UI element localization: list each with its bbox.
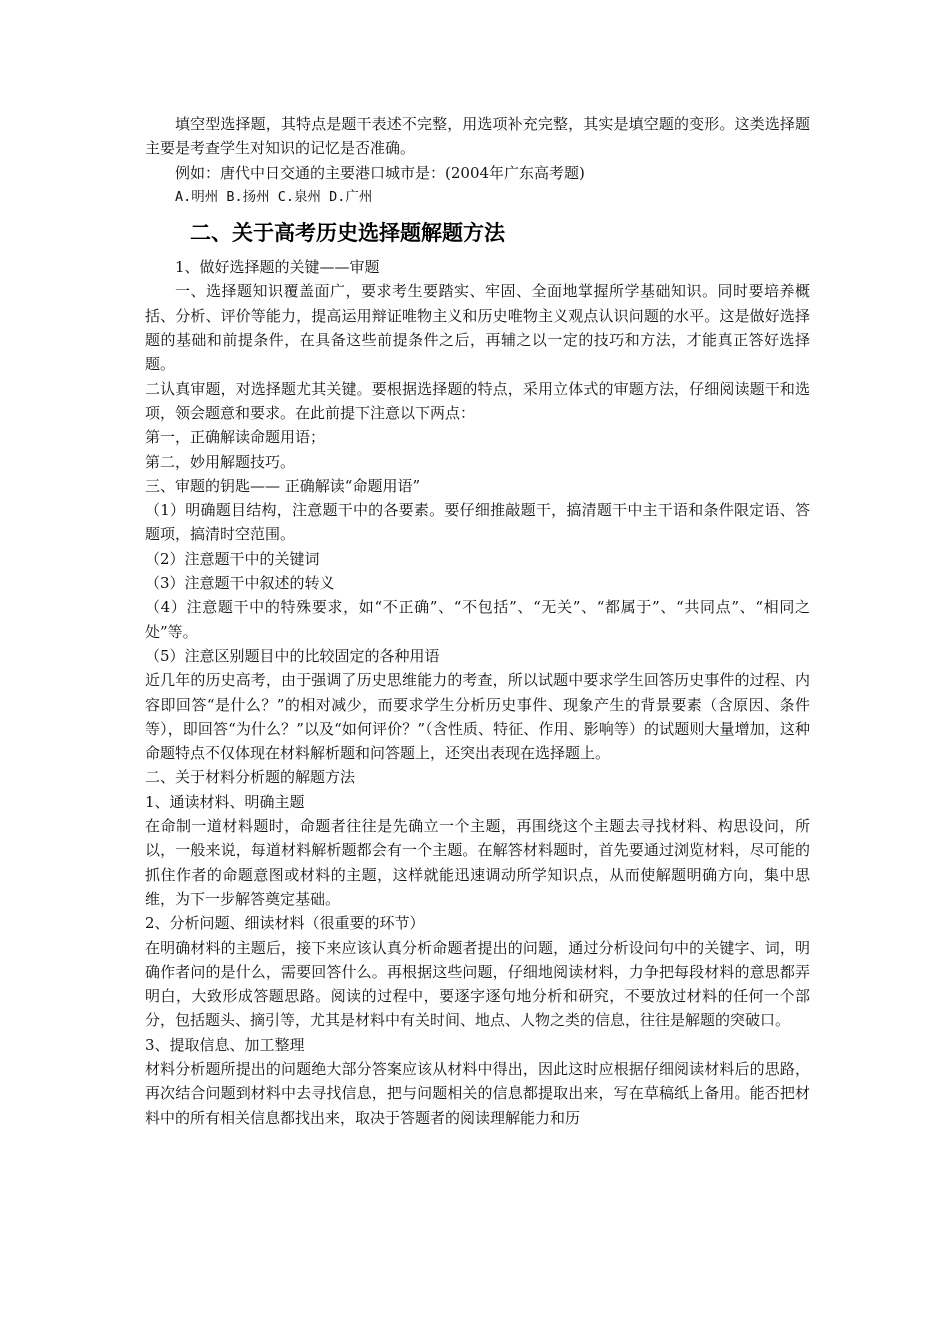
list-item: （4）注意题干中的特殊要求，如“不正确”、“不包括”、“无关”、“都属于”、“共同点”、“相同之处”等。: [145, 598, 810, 641]
trend-paragraph: 近几年的历史高考，由于强调了历史思维能力的考查，所以试题中要求学生回答历史事件的过程、内容即回答“是什么？”的相对减少，而要求学生分析历史事件、现象产生的背景要素（含原因、条件等），即回答“为什么？”以及“如何评价？”（含性质、特征、作用、影响等）的试题则大量增加，这种命题特点不仅体现在材料解析题和问答题上，还突出表现在选择题上。: [145, 671, 810, 763]
list-item: （5）注意区别题目中的比较固定的各种用语: [145, 646, 440, 665]
list-item: （1）明确题目结构，注意题干中的各要素。要仔细推敲题干，搞清题干中主干语和条件限定语、答题项，搞清时空范围。: [145, 501, 810, 544]
list-item: （2）注意题干中的关键词: [145, 549, 320, 568]
document-page: [145, 112, 810, 1130]
point-two: 第二，妙用解题技巧。: [145, 452, 296, 471]
step2-text: 在明确材料的主题后，接下来应该认真分析命题者提出的问题，通过分析设问句中的关键字、词，明确作者问的是什么，需要回答什么。再根据这些问题，仔细地阅读材料，力争把每段材料的意思都弄明白，大致形成答题思路。阅读的过程中，要逐字逐句地分析和研究，不要放过材料的任何一个部分，包括题头、摘引等，尤其是材料中有关时间、地点、人物之类的信息，往往是解题的突破口。: [145, 938, 810, 1030]
point-one: 第一，正确解读命题用语；: [145, 428, 326, 447]
section-heading: 二、关于高考历史选择题解题方法: [190, 221, 505, 246]
step3-title: 3、提取信息、加工整理: [145, 1035, 305, 1054]
example-question: 例如：唐代中日交通的主要港口城市是：(2004年广东高考题): [175, 163, 585, 182]
intro-paragraph: 填空型选择题，其特点是题干表述不完整，用选项补充完整，其实是填空题的变形。这类选择题主要是考查学生对知识的记忆是否准确。: [145, 115, 810, 158]
step1-title: 1、通读材料、明确主题: [145, 792, 305, 811]
step3-text: 材料分析题所提出的问题绝大部分答案应该从材料中得出，因此这时应根据仔细阅读材料后的思路，再次结合问题到材料中去寻找信息，把与问题相关的信息都提取出来，写在草稿纸上备用。能否把材料中的所有相关信息都找出来，取决于答题者的阅读理解能力和历: [145, 1059, 810, 1127]
section2-title: 二、关于材料分析题的解题方法: [145, 768, 356, 787]
list-item: （3）注意题干中叙述的转义: [145, 574, 335, 593]
knowledge-paragraph: 一、选择题知识覆盖面广，要求考生要踏实、牢固、全面地掌握所学基础知识。同时要培养概括、分析、评价等能力，提高运用辩证唯物主义和历史唯物主义观点认识问题的水平。这是做好选择题的基础和前提条件，在具备这些前提条件之后，再辅之以一定的技巧和方法，才能真正答好选择题。: [145, 282, 810, 374]
step2-title: 2、分析问题、细读材料（很重要的环节）: [145, 914, 425, 933]
step1-text: 在命制一道材料题时，命题者往往是先确立一个主题，再围绕这个主题去寻找材料、构思设问，所以，一般来说，每道材料解析题都会有一个主题。在解答材料题时，首先要通过浏览材料，尽可能的抓住作者的命题意图或材料的主题，这样就能迅速调动所学知识点，从而使解题明确方向，集中思维，为下一步解答奠定基础。: [145, 817, 810, 908]
review-paragraph: 二认真审题，对选择题尤其关键。要根据选择题的特点，采用立体式的审题方法，仔细阅读题干和选项，领会题意和要求。在此前提下注意以下两点：: [145, 379, 810, 422]
example-options: A.明州 B.扬州 C.泉州 D.广州: [175, 188, 373, 205]
section1-title: 1、做好选择题的关键——审题: [175, 258, 380, 277]
key-title: 三、审题的钥匙—— 正确解读“命题用语”: [145, 476, 421, 495]
